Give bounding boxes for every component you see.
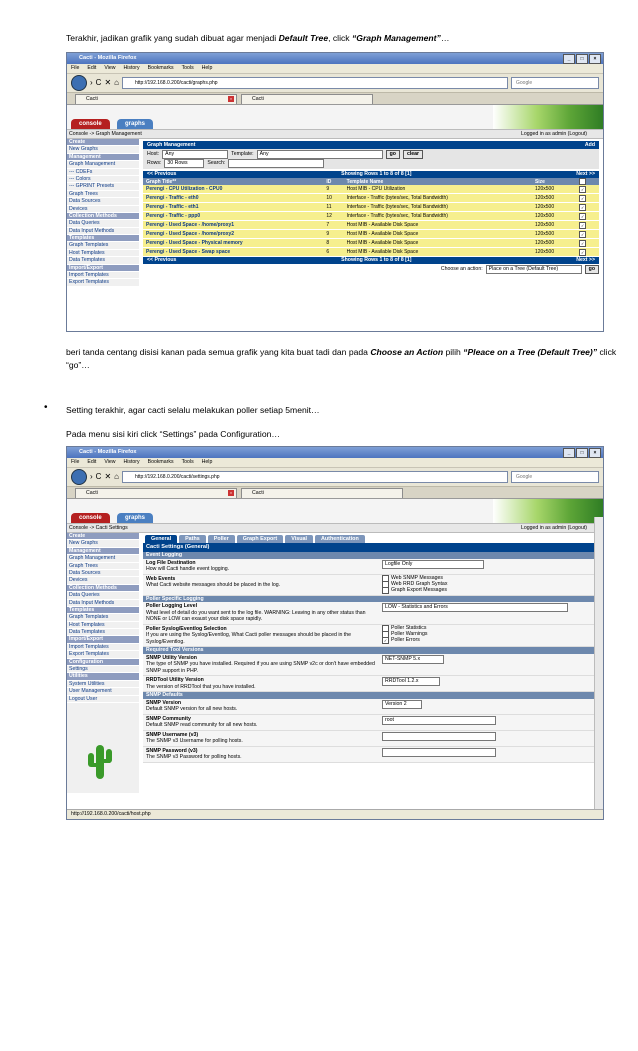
section-header: SNMP Defaults [143,692,599,699]
graph-id: 7 [323,221,343,230]
menu-item[interactable]: Edit [87,65,97,72]
log-destination-select[interactable]: Logfile Only [382,560,484,569]
sidebar-item[interactable]: Data Queries [67,220,139,227]
browser-tab[interactable]: Cacti [241,488,403,498]
sidebar-item[interactable]: --- Colors [67,176,139,183]
table-row [143,230,599,239]
template-name: Interface - Traffic (bytes/sec, Total Bandwidth) [344,194,532,203]
browser-tab[interactable]: Cacti × [75,488,237,498]
sidebar-item[interactable]: Graph Trees [67,191,139,198]
console-tab[interactable]: console [71,513,110,523]
graph-id: 10 [323,194,343,203]
stop-icon[interactable]: ✕ [104,78,112,87]
graph-size: 120x500 [532,239,576,248]
sidebar-section-header: Create [67,533,139,540]
search-input[interactable]: Google [511,471,599,483]
maximize-icon[interactable]: □ [576,448,588,458]
window-titlebar: Cacti - Mozilla Firefox _ □ × [67,53,603,64]
sidebar-section-header: Create [67,139,139,146]
tab-poller[interactable]: Poller [208,535,235,543]
column-header[interactable]: ID [323,178,343,185]
sidebar-item[interactable]: Export Templates [67,279,139,286]
graph-id: 11 [323,203,343,212]
sidebar-item[interactable]: Data Templates [67,257,139,264]
navigation-toolbar [67,74,603,93]
graph-title-link[interactable]: Perengi - CPU Utilization - CPU0 [143,185,323,194]
checkbox-checked-icon[interactable]: ✓ [580,213,585,219]
sidebar-section-header: Management [67,154,139,161]
sidebar-item[interactable]: Graph Trees [67,563,139,570]
sidebar-item[interactable]: Data Sources [67,570,139,577]
host-select[interactable]: Any [162,150,228,159]
snmp-utility-select[interactable]: NET-SNMP 5.x [382,655,444,664]
sidebar-item[interactable]: Graph Management [67,161,139,168]
search-input[interactable]: Google [511,77,599,89]
table-row [143,194,599,203]
cacti-vine-logo [493,499,603,523]
column-header[interactable]: Graph Title** [143,178,323,185]
graph-id: 6 [323,248,343,257]
graph-title-link[interactable]: Perengi - Used Space - /home/proxy1 [143,221,323,230]
sidebar-item[interactable]: Import Templates [67,272,139,279]
setting-row: RRDTool Utility Version The version of RRDTool that you have installed. RRDTool 1.2.x [143,676,599,692]
sidebar-item[interactable]: System Utilities [67,681,139,688]
template-name: Host MIB - Available Disk Space [344,230,532,239]
graph-id: 9 [323,185,343,194]
column-header[interactable]: Size [532,178,576,185]
menu-item[interactable]: Tools [181,459,194,466]
column-header[interactable]: Template Name [344,178,532,185]
close-tab-icon[interactable]: × [229,490,233,495]
checkbox-checked-icon[interactable]: ✓ [580,195,585,201]
checkbox-checked-icon[interactable]: ✓ [580,231,585,237]
browser-tabs [67,487,603,499]
cacti-banner [67,499,603,524]
sidebar-item[interactable]: Graph Templates [67,242,139,249]
prev-link[interactable]: << Previous [147,257,177,264]
checkbox-label: Poller Warnings [391,631,428,638]
filter-bar: Host: Any Template: Any go clear Rows: 30 Rows Search: [143,149,599,169]
scrollbar[interactable] [594,517,603,809]
sidebar-item[interactable]: New Graphs [67,540,139,547]
sidebar-section-header: Import/Export [67,265,139,272]
back-icon[interactable] [71,75,87,91]
sidebar-item[interactable]: --- GPRINT Presets [67,183,139,190]
row-checkbox[interactable] [576,212,599,221]
graph-size: 120x500 [532,221,576,230]
checkbox-empty-icon[interactable] [382,587,389,594]
graph-size: 120x500 [532,230,576,239]
home-icon[interactable]: ⌂ [114,78,119,87]
section-header: Event Logging [143,552,599,559]
table-row [143,221,599,230]
menu-item[interactable]: History [123,459,140,466]
checkbox-checked-icon[interactable]: ✓ [383,638,388,643]
poller-level-select[interactable]: LOW - Statistics and Errors [382,603,568,612]
back-icon[interactable] [71,469,87,485]
checkbox-checked-icon[interactable]: ✓ [580,204,585,210]
maximize-icon[interactable]: □ [576,54,588,64]
next-link[interactable]: Next >> [576,257,595,264]
table-row [143,212,599,221]
graph-title-link[interactable]: Perengi - Traffic - ppp0 [143,212,323,221]
table-row [143,239,599,248]
navigation-toolbar [67,468,603,487]
stop-icon[interactable]: ✕ [104,472,112,481]
menu-item[interactable]: View [104,65,116,72]
template-name: Host MIB - Available Disk Space [344,239,532,248]
sidebar-item[interactable]: User Management [67,688,139,695]
sidebar-item[interactable]: Graph Management [67,555,139,562]
breadcrumb: Console -> Graph Management Logged in as admin (Logout) [67,130,603,139]
rrdtool-select[interactable]: RRDTool 1.2.x [382,677,440,686]
settings-title: Cacti Settings (General) [143,543,599,552]
checkbox-label: Graph Export Messages [391,587,447,594]
menu-item[interactable]: File [71,65,80,72]
pager-bottom: << Previous Showing Rows 1 to 8 of 8 [1] Next >> [143,257,599,264]
section-header: Poller Specific Logging [143,596,599,603]
screenshot-graph-management [66,52,604,332]
template-name: Host MIB - CPU Utilization [344,185,532,194]
setting-row: SNMP Utility Version The type of SNMP you have installed. Required if you are using SNMP v2c or don't have embedded SNMP support in PHP. NET-SNMP 5.x [143,654,599,677]
sidebar-item[interactable]: Host Templates [67,250,139,257]
menu-item[interactable]: Help [201,65,213,72]
browser-tab[interactable]: Cacti × [75,94,237,104]
graph-size: 120x500 [532,185,576,194]
graph-title-link[interactable]: Perengi - Used Space - Swap space [143,248,323,257]
setting-row: SNMP Password (v3) The SNMP v3 Password for polling hosts. [143,747,599,763]
checkbox-checked-icon[interactable]: ✓ [580,249,585,255]
tab-visual[interactable]: Visual [285,535,313,543]
sidebar-item[interactable]: Data Input Methods [67,228,139,235]
bullet-icon: • [44,402,48,413]
sidebar-item[interactable]: Import Templates [67,644,139,651]
settings-tabs [143,533,599,543]
sidebar-item[interactable]: Logout User [67,696,139,703]
menu-item[interactable]: Tools [181,65,194,72]
snmp-community-input[interactable]: root [382,716,496,725]
menu-bar [67,458,603,468]
sidebar-item[interactable]: Settings [67,666,139,673]
graph-table [143,178,599,257]
close-icon[interactable]: × [589,448,601,458]
table-row [143,185,599,194]
row-checkbox[interactable] [576,203,599,212]
setting-row: SNMP Username (v3) The SNMP v3 Username for polling hosts. [143,731,599,747]
graph-size: 120x500 [532,212,576,221]
template-name: Host MIB - Available Disk Space [344,248,532,257]
screenshot-cacti-settings [66,446,604,820]
minimize-icon[interactable]: _ [563,54,575,64]
row-checkbox[interactable] [576,194,599,203]
template-name: Interface - Traffic (bytes/sec, Total Bandwidth) [344,203,532,212]
cactus-icon [85,741,115,781]
section-header: Required Tool Versions [143,647,599,654]
checkbox-label: Poller Statistics [391,625,427,632]
sidebar-item[interactable]: Data Sources [67,198,139,205]
graph-title-link[interactable]: Perengi - Traffic - eth1 [143,203,323,212]
sidebar-item[interactable]: Data Templates [67,629,139,636]
sidebar-section-header: Configuration [67,659,139,666]
graph-title-link[interactable]: Perengi - Used Space - /home/proxy2 [143,230,323,239]
sidebar-item[interactable]: Export Templates [67,651,139,658]
sidebar-item[interactable]: New Graphs [67,146,139,153]
tab-authentication[interactable]: Authentication [315,535,365,543]
setting-row: SNMP Version Default SNMP version for all new hosts. Version 2 [143,699,599,715]
checkbox-option[interactable] [382,638,596,644]
setting-row: Poller Logging Level What level of detail do you want sent to the log file. WARNING: Leaving in any other status than NONE or LOW can exaust your disk space rapidly. LOW - Statistics and Errors [143,602,599,625]
checkbox-label: Web SNMP Messages [391,575,443,582]
menu-item[interactable]: View [104,459,116,466]
menu-item[interactable]: Edit [87,459,97,466]
checkbox-checked-icon[interactable]: ✓ [580,240,585,246]
next-link[interactable]: Next >> [576,171,595,177]
action-go-button[interactable]: go [585,265,599,274]
close-icon[interactable]: × [589,54,601,64]
setting-row: Poller Syslog/Eventlog Selection If you are using the Syslog/Eventlog, What Cacti poller messages should be placed in the Syslog/Eventlog. Poller Statistics Poller Warnings ✓ Poller Errors [143,625,599,648]
prev-link[interactable]: << Previous [147,171,177,177]
sidebar-item[interactable]: Devices [67,577,139,584]
row-checkbox[interactable] [576,221,599,230]
sidebar-section-header: Templates [67,235,139,242]
menu-item[interactable]: History [123,65,140,72]
sidebar-section-header: Import/Export [67,636,139,643]
checkbox-checked-icon[interactable]: ✓ [580,222,585,228]
home-icon[interactable]: ⌂ [114,472,119,481]
template-select[interactable]: Any [257,150,383,159]
graphs-tab[interactable]: graphs [117,119,153,129]
snmp-password-input[interactable] [382,748,496,757]
sidebar-item[interactable]: Data Queries [67,592,139,599]
pager-top: << Previous Showing Rows 1 to 8 of 8 [1] Next >> [143,171,599,178]
action-bar: Choose an action: Place on a Tree (Default Tree) go [143,264,599,274]
checkbox-label: Web RRD Graph Syntax [391,581,448,588]
graph-id: 12 [323,212,343,221]
sidebar-section-header: Management [67,548,139,555]
graph-id: 8 [323,239,343,248]
url-bar[interactable]: http://192.168.0.200/cacti/graphs.php [122,77,508,89]
forward-icon[interactable]: › [90,472,93,481]
menu-item[interactable]: Bookmarks [147,459,174,466]
menu-item[interactable]: Bookmarks [147,65,174,72]
menu-item[interactable]: Help [201,459,213,466]
snmp-username-input[interactable] [382,732,496,741]
forward-icon[interactable]: › [90,78,93,87]
setting-row: Web Events What Cacti website messages should be placed in the log. Web SNMP Messages Web RRD Graph Syntax Graph Export Messages [143,575,599,596]
template-name: Host MIB - Available Disk Space [344,221,532,230]
panel-header: Graph Management Add [143,141,599,149]
cacti-banner [67,105,603,130]
browser-tab[interactable]: Cacti [241,94,373,104]
sidebar-item[interactable]: Graph Templates [67,614,139,621]
cacti-vine-logo [493,105,603,129]
graph-size: 120x500 [532,248,576,257]
table-row [143,203,599,212]
sidebar-item[interactable]: Host Templates [67,622,139,629]
search-field[interactable] [228,159,324,168]
logged-in-text: Logged in as admin (Logout) [520,131,587,137]
tab-graph-export[interactable]: Graph Export [237,535,283,543]
intro-paragraph: Terakhir, jadikan grafik yang sudah dibuat agar menjadi Default Tree, click “Graph Management”… [66,33,450,43]
console-tab[interactable]: console [71,119,110,129]
setting-row: Log File Destination How will Cacti handle event logging. Logfile Only [143,559,599,575]
sidebar-item[interactable]: Data Input Methods [67,600,139,607]
setting-row: SNMP Community Default SNMP read community for all new hosts. root [143,715,599,731]
checkbox-option[interactable] [382,588,596,594]
go-button[interactable]: go [386,150,400,159]
bullet-paragraph: Setting terakhir, agar cacti selalu melakukan poller setiap 5menit… [66,405,320,415]
sidebar-section-header: Collection Methods [67,585,139,592]
graph-size: 120x500 [532,194,576,203]
rows-select[interactable]: 30 Rows [164,159,204,168]
tab-general[interactable]: General [145,535,177,543]
action-select[interactable]: Place on a Tree (Default Tree) [486,265,582,274]
checkbox-checked-icon[interactable]: ✓ [580,186,585,192]
reload-icon[interactable]: C [95,472,102,481]
status-bar: http://192.168.0.200/cacti/host.php [67,809,603,819]
snmp-version-select[interactable]: Version 2 [382,700,422,709]
sidebar-section-header: Utilities [67,673,139,680]
minimize-icon[interactable]: _ [563,448,575,458]
breadcrumb: Console -> Cacti Settings Logged in as admin (Logout) [67,524,603,533]
tab-paths[interactable]: Paths [179,535,206,543]
row-checkbox[interactable] [576,185,599,194]
graph-id: 9 [323,230,343,239]
graphs-tab[interactable]: graphs [117,513,153,523]
add-link[interactable]: Add [584,142,595,148]
clear-button[interactable]: clear [403,150,423,159]
logged-in-text: Logged in as admin (Logout) [520,525,587,531]
sidebar-item[interactable]: Devices [67,206,139,213]
row-checkbox[interactable] [576,230,599,239]
browser-tabs [67,93,603,105]
select-all-checkbox[interactable]: ✓ [576,178,599,185]
sidebar-item[interactable]: --- CDEFs [67,169,139,176]
menu-bar [67,64,603,74]
sidebar [67,139,139,287]
row-checkbox[interactable] [576,248,599,257]
graph-title-link[interactable]: Perengi - Traffic - eth0 [143,194,323,203]
row-checkbox[interactable] [576,239,599,248]
url-bar[interactable]: http://192.168.0.200/cacti/settings.php [122,471,508,483]
menu-item[interactable]: File [71,459,80,466]
reload-icon[interactable]: C [95,78,102,87]
sidebar-section-header: Collection Methods [67,213,139,220]
graph-size: 120x500 [532,203,576,212]
settings-intro: Pada menu sisi kiri click “Settings” pada Configuration… [66,429,280,439]
table-row [143,248,599,257]
checkbox-label: Poller Errors [391,637,420,644]
template-name: Interface - Traffic (bytes/sec, Total Bandwidth) [344,212,532,221]
middle-paragraph: beri tanda centang disisi kanan pada semua grafik yang kita buat tadi dan pada Choose an Action pilih “Pleace on a Tree (Default Tree)” click “go”… [66,347,617,370]
graph-title-link[interactable]: Perengi - Used Space - Physical memory [143,239,323,248]
sidebar-section-header: Templates [67,607,139,614]
window-titlebar: Cacti - Mozilla Firefox _ □ × [67,447,603,458]
close-tab-icon[interactable]: × [229,96,233,101]
